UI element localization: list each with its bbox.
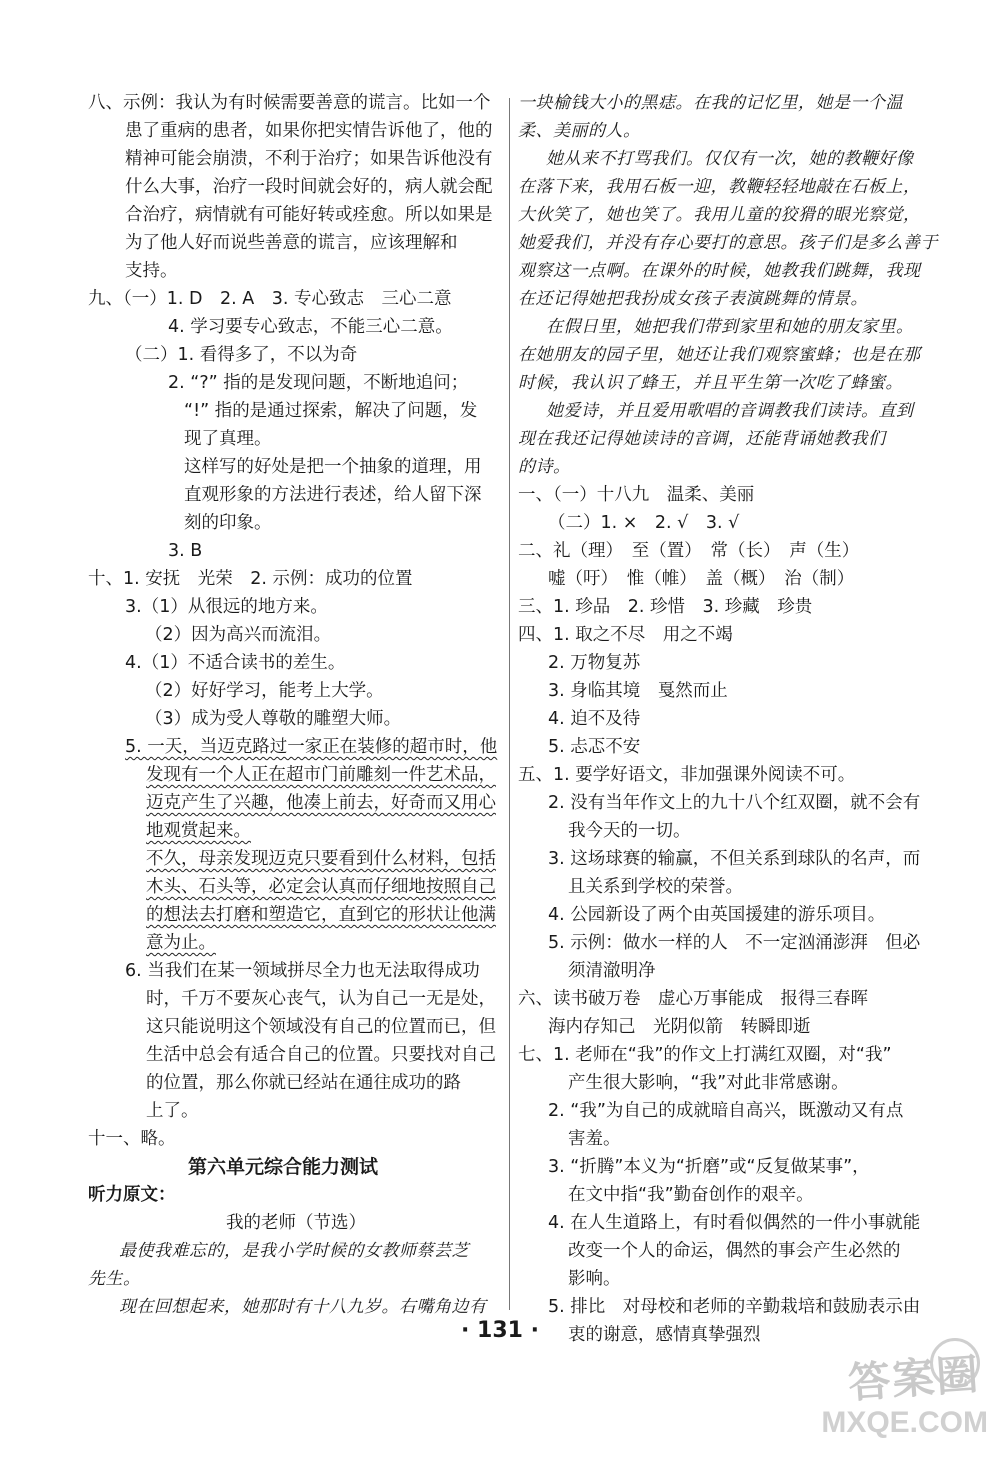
left-column-line: （2）因为高兴而流泪。	[145, 625, 332, 645]
left-column-line: 精神可能会崩溃，不利于治疗；如果告诉他没有	[125, 149, 493, 169]
left-column-line: 3. B	[168, 541, 203, 561]
watermark-text: 答案圈	[846, 1349, 982, 1408]
left-column-line: 患了重病的患者，如果你把实情告诉他了，他的	[125, 121, 493, 141]
left-column-line: （2）好好学习，能考上大学。	[145, 681, 384, 701]
right-column-line: 且关系到学校的荣誉。	[568, 877, 743, 897]
right-column-line: 3. 身临其境 戛然而止	[548, 681, 728, 701]
right-column-line: 海内存知己 光阴似箭 转瞬即逝	[548, 1017, 811, 1037]
left-column-line: 这只能说明这个领域没有自己的位置而已，但	[146, 1017, 496, 1037]
left-column-line: 八、示例：我认为有时候需要善意的谎言。比如一个	[88, 93, 491, 113]
left-column-line: 什么大事，治疗一段时间就会好的，病人就会配	[125, 177, 493, 197]
left-column-line: 的想法去打磨和塑造它，直到它的形状让他满	[146, 905, 496, 925]
left-column-line: “!” 指的是通过探索，解决了问题，发	[184, 401, 478, 421]
left-column-line: 十、1. 安抚 光荣 2. 示例：成功的位置	[88, 569, 413, 589]
right-column-line: 一块榆钱大小的黑痣。在我的记忆里，她是一个温	[518, 93, 903, 113]
right-column-line: 5. 排比 对母校和老师的辛勤栽培和鼓励表示由	[548, 1297, 921, 1317]
right-column-line: 3. “折腾”本义为“折磨”或“反复做某事”，	[548, 1157, 870, 1177]
left-column-line: 地观赏起来。	[146, 821, 251, 841]
right-column-line: 影响。	[568, 1269, 621, 1289]
left-column-line: 意为止。	[146, 933, 216, 953]
left-column-line: 刻的印象。	[184, 513, 272, 533]
left-column-line: 最使我难忘的，是我小学时候的女教师蔡芸芝	[119, 1241, 469, 1261]
right-column-line: 时候，我认识了蜂王，并且平生第一次吃了蜂蜜。	[518, 373, 903, 393]
left-column-line: 4. 学习要专心致志，不能三心二意。	[168, 317, 453, 337]
right-column-line: 大伙笑了，她也笑了。我用儿童的狡猾的眼光察觉，	[518, 205, 921, 225]
left-column-line: 为了他人好而说些善意的谎言，应该理解和	[125, 233, 458, 253]
right-column-line: 衷的谢意，感情真挚强烈	[568, 1325, 761, 1345]
right-column-line: 现在我还记得她读诗的音调，还能背诵她教我们	[518, 429, 886, 449]
right-column-line: 在落下来，我用石板一迎，教鞭轻轻地敲在石板上，	[518, 177, 921, 197]
column-divider	[509, 98, 510, 1310]
left-column-line: 听力原文：	[88, 1185, 176, 1205]
left-column-line: 生活中总会有适合自己的位置。只要找对自己	[146, 1045, 496, 1065]
right-column-line: 在她朋友的园子里，她还让我们观察蜜蜂；也是在那	[518, 345, 921, 365]
right-column-line: 在假日里，她把我们带到家里和她的朋友家里。	[546, 317, 914, 337]
right-column-line: 4. 迫不及待	[548, 709, 641, 729]
left-column-line: 时，千万不要灰心丧气，认为自己一无是处，	[146, 989, 496, 1009]
right-column-line: 观察这一点啊。在课外的时候，她教我们跳舞，我现	[518, 261, 921, 281]
left-column-line: （3）成为受人尊敬的雕塑大师。	[145, 709, 402, 729]
right-column-line: 一、（一）十八九 温柔、美丽	[518, 485, 755, 505]
right-column-line: 四、1. 取之不尽 用之不竭	[518, 625, 733, 645]
right-column-line: 她从来不打骂我们。仅仅有一次，她的教鞭好像	[546, 149, 914, 169]
left-column-line: 先生。	[88, 1269, 141, 1289]
right-column-line: 改变一个人的命运，偶然的事会产生必然的	[568, 1241, 901, 1261]
right-column-line: 五、1. 要学好语文，非加强课外阅读不可。	[518, 765, 856, 785]
right-column-line: 我今天的一切。	[568, 821, 691, 841]
right-column-line: 须清澈明净	[568, 961, 656, 981]
left-column-line: 3.（1）从很远的地方来。	[125, 597, 328, 617]
right-column-line: 4. 在人生道路上，有时看似偶然的一件小事就能	[548, 1213, 921, 1233]
right-column-line: 2. “我”为自己的成就暗自高兴，既激动又有点	[548, 1101, 904, 1121]
right-column-line: 六、读书破万卷 虚心万事能成 报得三春晖	[518, 989, 868, 1009]
left-column-line: 现在回想起来，她那时有十八九岁。右嘴角边有	[119, 1297, 487, 1317]
right-column-line: 3. 这场球赛的输赢，不但关系到球队的名声，而	[548, 849, 921, 869]
right-column-line: 2. 万物复苏	[548, 653, 641, 673]
left-column-line: 这样写的好处是把一个抽象的道理，用	[184, 457, 482, 477]
right-column-line: 在文中指“我”勤奋创作的艰辛。	[568, 1185, 814, 1205]
right-column-line: 的诗。	[518, 457, 571, 477]
right-column-line: 七、1. 老师在“我”的作文上打满红双圈，对“我”	[518, 1045, 892, 1065]
left-column-line: 我的老师（节选）	[226, 1213, 366, 1233]
left-column-line: 直观形象的方法进行表述，给人留下深	[184, 485, 482, 505]
left-column-line: （二）1. 看得多了，不以为奇	[125, 345, 358, 365]
left-column-line: 5. 一天，当迈克路过一家正在装修的超市时，他	[125, 737, 498, 757]
right-column-line: 柔、美丽的人。	[518, 121, 641, 141]
right-column-line: 5. 示例：做水一样的人 不一定汹涌澎湃 但必	[548, 933, 921, 953]
left-column-line: 迈克产生了兴趣，他凑上前去，好奇而又用心	[146, 793, 496, 813]
right-column-line: 在还记得她把我扮成女孩子表演跳舞的情景。	[518, 289, 868, 309]
right-column-line: 三、1. 珍品 2. 珍惜 3. 珍藏 珍贵	[518, 597, 813, 617]
left-column-line: 合治疗，病情就有可能好转或痊愈。所以如果是	[125, 205, 493, 225]
right-column-line: 5. 忐忑不安	[548, 737, 641, 757]
left-column-line: 发现有一个人正在超市门前雕刻一件艺术品，	[146, 765, 496, 785]
page-number: · 131 ·	[461, 1318, 539, 1343]
right-column-line: 产生很大影响，“我”对此非常感谢。	[568, 1073, 849, 1093]
right-column-line: 2. 没有当年作文上的九十八个红双圈，就不会有	[548, 793, 921, 813]
right-column-line: 嘘（吁） 惟（帷） 盖（概） 治（制）	[548, 569, 855, 589]
right-column-line: 4. 公园新设了两个由英国援建的游乐项目。	[548, 905, 886, 925]
left-column-line: 现了真理。	[184, 429, 272, 449]
right-column-line: 二、礼（理） 至（置） 常（长） 声（生）	[518, 541, 860, 561]
left-column-line: 第六单元综合能力测试	[188, 1156, 379, 1178]
watermark-logo	[808, 1330, 988, 1450]
left-column-line: 2. “?” 指的是发现问题，不断地追问；	[168, 373, 469, 393]
left-column-line: 4.（1）不适合读书的差生。	[125, 653, 346, 673]
right-column-line: 她爱我们，并没有存心要打的意思。孩子们是多么善于	[518, 233, 938, 253]
left-column-line: 木头、石头等，必定会认真而仔细地按照自己	[146, 877, 496, 897]
left-column-line: 上了。	[146, 1101, 199, 1121]
right-column-line: 她爱诗，并且爱用歌唱的音调教我们读诗。直到	[546, 401, 914, 421]
left-column-line: 6. 当我们在某一领域拼尽全力也无法取得成功	[125, 961, 480, 981]
right-column-line: （二）1. × 2. √ 3. √	[548, 513, 740, 533]
left-column-line: 不久，母亲发现迈克只要看到什么材料，包括	[146, 849, 496, 869]
right-column-line: 害羞。	[568, 1129, 621, 1149]
left-column-line: 十一、略。	[88, 1129, 176, 1149]
left-column-line: 九、（一）1. D 2. A 3. 专心致志 三心二意	[88, 289, 452, 309]
left-column-line: 支持。	[125, 261, 178, 281]
left-column-line: 的位置，那么你就已经站在通往成功的路	[146, 1073, 461, 1093]
watermark-url: MXQE.COM	[821, 1406, 988, 1439]
